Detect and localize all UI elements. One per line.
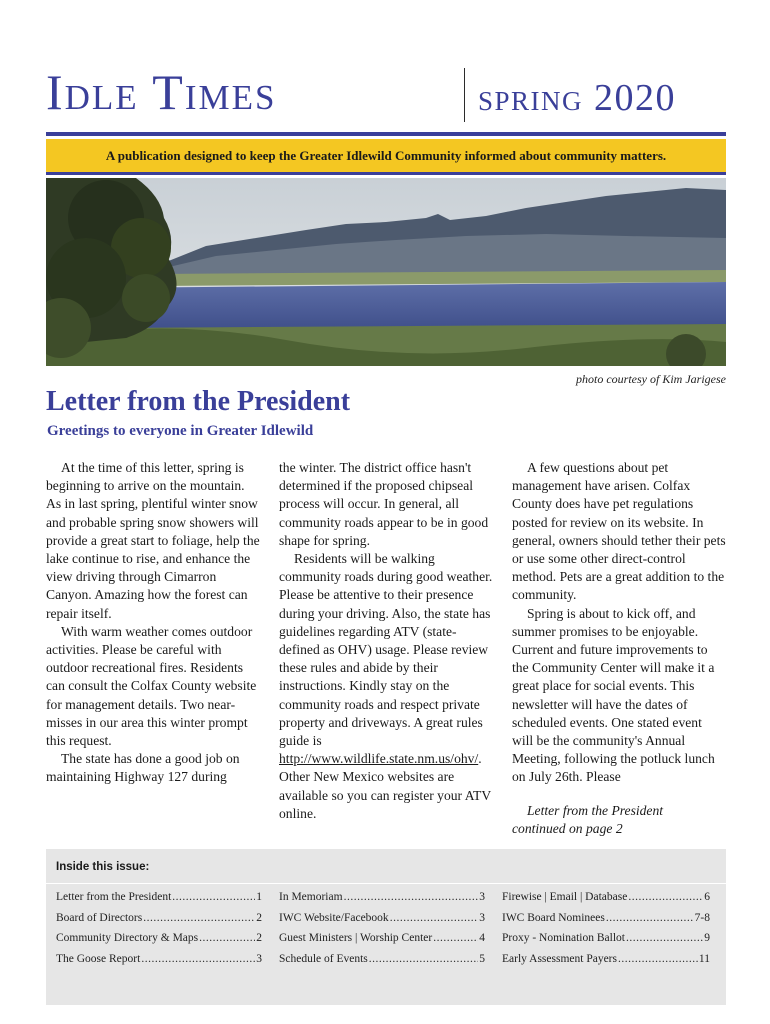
issue-season: spring 2020 <box>478 77 677 119</box>
toc-label: In Memoriam <box>279 891 343 903</box>
toc-page: 1 <box>256 891 262 903</box>
toc-label: Firewise | Email | Database <box>502 891 628 903</box>
toc-page: 2 <box>256 911 262 924</box>
toc-page: 7-8 <box>694 911 710 924</box>
toc-page: 2 <box>256 932 262 944</box>
paragraph-text: Residents will be walking community roads during good weather. Please be attentive to their presence during your driving. Also, the state has guidelines regarding ATV (state-defined as OHV) usage. Please review these rules and abide by their instructions. Kindly stay on the community roads and respect private property and driveways. A great rules guide is <box>279 551 493 749</box>
paragraph-text: . Other New Mexico websites are available so you can register your ATV online. <box>279 751 491 821</box>
masthead-rule <box>46 132 726 136</box>
article-column-2 <box>279 459 493 823</box>
toc-label: Board of Directors <box>56 911 143 924</box>
toc-leader <box>344 891 479 903</box>
toc-label: Community Directory & Maps <box>56 932 199 944</box>
continued-note <box>512 802 726 838</box>
masthead-block <box>46 62 726 126</box>
toc-entry[interactable] <box>279 932 485 953</box>
toc-leader <box>390 912 479 924</box>
tagline-bar <box>46 139 726 175</box>
toc-entry[interactable] <box>279 953 485 974</box>
ohv-rules-link[interactable]: http://www.wildlife.state.nm.us/ohv/ <box>279 751 479 767</box>
toc-leader <box>199 932 255 944</box>
toc-label: Early Assessment Payers <box>502 952 617 965</box>
toc-page: 3 <box>479 911 485 924</box>
inside-title: Inside this issue: <box>56 861 150 873</box>
toc-label: Guest Ministers | Worship Center <box>279 932 433 944</box>
toc-page: 11 <box>698 952 710 965</box>
toc-leader <box>618 953 698 965</box>
inside-this-issue <box>46 849 726 1005</box>
toc-leader <box>628 891 703 903</box>
toc-entry[interactable] <box>502 891 710 912</box>
toc-leader <box>626 932 703 944</box>
article-column-3 <box>512 459 726 838</box>
toc-label: IWC Board Nominees <box>502 911 605 924</box>
toc-label: Letter from the President <box>56 891 172 903</box>
paragraph: A few questions about pet management have arisen. Colfax County does have pet regulations posted for review on its website. In general, owners should tether their pets or use some other direct-control method. Pets are a great addition to the community. <box>512 460 726 603</box>
toc-entry[interactable] <box>502 932 710 953</box>
article-column-1 <box>46 459 262 787</box>
inside-separator <box>46 883 726 884</box>
tagline-text: A publication designed to keep the Greater Idlewild Community informed about community matters. <box>105 148 667 163</box>
toc-entry[interactable] <box>279 912 485 933</box>
paragraph <box>279 550 493 823</box>
toc-entry[interactable] <box>502 953 710 974</box>
lake-mountain-photo <box>46 178 726 366</box>
toc-leader <box>143 912 255 924</box>
toc-label: Schedule of Events <box>279 952 368 965</box>
toc-leader <box>369 953 478 965</box>
article-subhead: Greetings to everyone in Greater Idlewild <box>47 423 314 439</box>
toc-label: Proxy - Nomination Ballot <box>502 932 625 944</box>
toc-page: 4 <box>479 932 485 944</box>
paragraph: With warm weather comes outdoor activities. Please be careful with outdoor recreational fires. Residents can consult the Colfax County website for management details. Two near-misses in our area this winter prompt this request. <box>46 623 257 749</box>
continued-line-2: continued on page 2 <box>512 820 623 836</box>
toc-entry[interactable] <box>56 953 262 974</box>
toc-column-3 <box>502 891 710 973</box>
photo-illustration <box>46 178 726 366</box>
toc-page: 3 <box>479 891 485 903</box>
toc-column-1 <box>56 891 262 973</box>
paragraph: Spring is about to kick off, and summer promises to be enjoyable. Current and future improvements to the Community Center will make it a great place for social events. This newsletter will have the dates of scheduled events. One stated event will be the community's Annual Meeting, following the potluck lunch on July 26th. Please <box>512 605 715 785</box>
continued-line-1: Letter from the President <box>527 802 664 818</box>
paragraph: the winter. The district office hasn't determined if the proposed chipseal process will occur. In general, all community roads appear to be in good shape for spring. <box>279 460 489 548</box>
photo-credit: photo courtesy of Kim Jarigese <box>576 372 726 386</box>
newsletter-title: Idle Times <box>46 64 277 120</box>
article-headline: Letter from the President <box>46 386 351 417</box>
toc-entry[interactable] <box>279 891 485 912</box>
toc-entry[interactable] <box>56 932 262 953</box>
toc-entry[interactable] <box>56 912 262 933</box>
toc-leader <box>141 953 255 965</box>
toc-leader <box>172 891 255 903</box>
toc-label: The Goose Report <box>56 952 141 965</box>
paragraph: The state has done a good job on maintaining Highway 127 during <box>46 751 240 785</box>
masthead-divider <box>464 68 465 122</box>
toc-leader <box>606 912 694 924</box>
toc-page: 9 <box>704 932 710 944</box>
toc-page: 3 <box>256 952 262 965</box>
toc-label: IWC Website/Facebook <box>279 911 389 924</box>
toc-entry[interactable] <box>56 891 262 912</box>
toc-page: 6 <box>704 891 710 903</box>
toc-page: 5 <box>479 952 485 965</box>
toc-leader <box>433 932 478 944</box>
toc-entry[interactable] <box>502 912 710 933</box>
paragraph: At the time of this letter, spring is beginning to arrive on the mountain. As in last spring, plentiful winter snow and probable spring snow showers will provide a great start to foliage, help the lake continue to rise, and enhance the view driving through Cimarron Canyon. Amazing how the forest can repair itself. <box>46 460 260 621</box>
toc-column-2 <box>279 891 485 973</box>
